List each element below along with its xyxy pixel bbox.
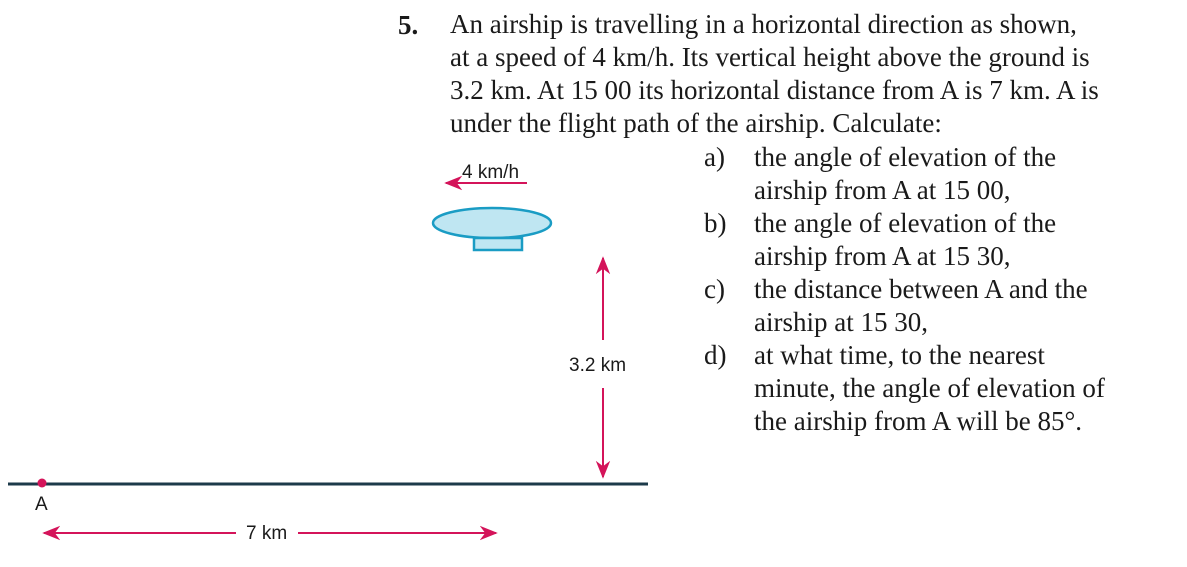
- question-line-1: An airship is travelling in a horizontal direction as shown,: [450, 9, 1077, 39]
- question-line-4: under the flight path of the airship. Calculate:: [450, 108, 942, 138]
- part-c-line-2: airship at 15 30,: [754, 307, 928, 337]
- part-b-line-1: the angle of elevation of the: [754, 208, 1057, 238]
- part-a-label: a): [704, 142, 725, 172]
- part-c-line-1: the distance between A and the: [754, 274, 1088, 304]
- part-b-line-2: airship from A at 15 30,: [754, 241, 1011, 271]
- question-number: 5.: [398, 10, 419, 40]
- airship-icon: [433, 208, 551, 250]
- part-d-label: d): [704, 340, 727, 370]
- question-line-3: 3.2 km. At 15 00 its horizontal distance from A is 7 km. A is: [450, 75, 1099, 105]
- part-d-line-3: the airship from A will be 85°.: [754, 406, 1083, 436]
- part-b-label: b): [704, 208, 727, 238]
- question-line-2: at a speed of 4 km/h. Its vertical height above the ground is: [450, 42, 1090, 72]
- speed-label: 4 km/h: [462, 162, 520, 183]
- height-label: 3.2 km: [569, 355, 627, 376]
- point-a-marker: [38, 479, 47, 488]
- part-d-line-2: minute, the angle of elevation of: [754, 373, 1105, 403]
- point-a-label: A: [35, 494, 48, 515]
- part-c-label: c): [704, 274, 725, 304]
- part-a-line-1: the angle of elevation of the: [754, 142, 1057, 172]
- part-d-line-1: at what time, to the nearest: [754, 340, 1045, 370]
- distance-label: 7 km: [246, 523, 288, 544]
- part-a-line-2: airship from A at 15 00,: [754, 175, 1011, 205]
